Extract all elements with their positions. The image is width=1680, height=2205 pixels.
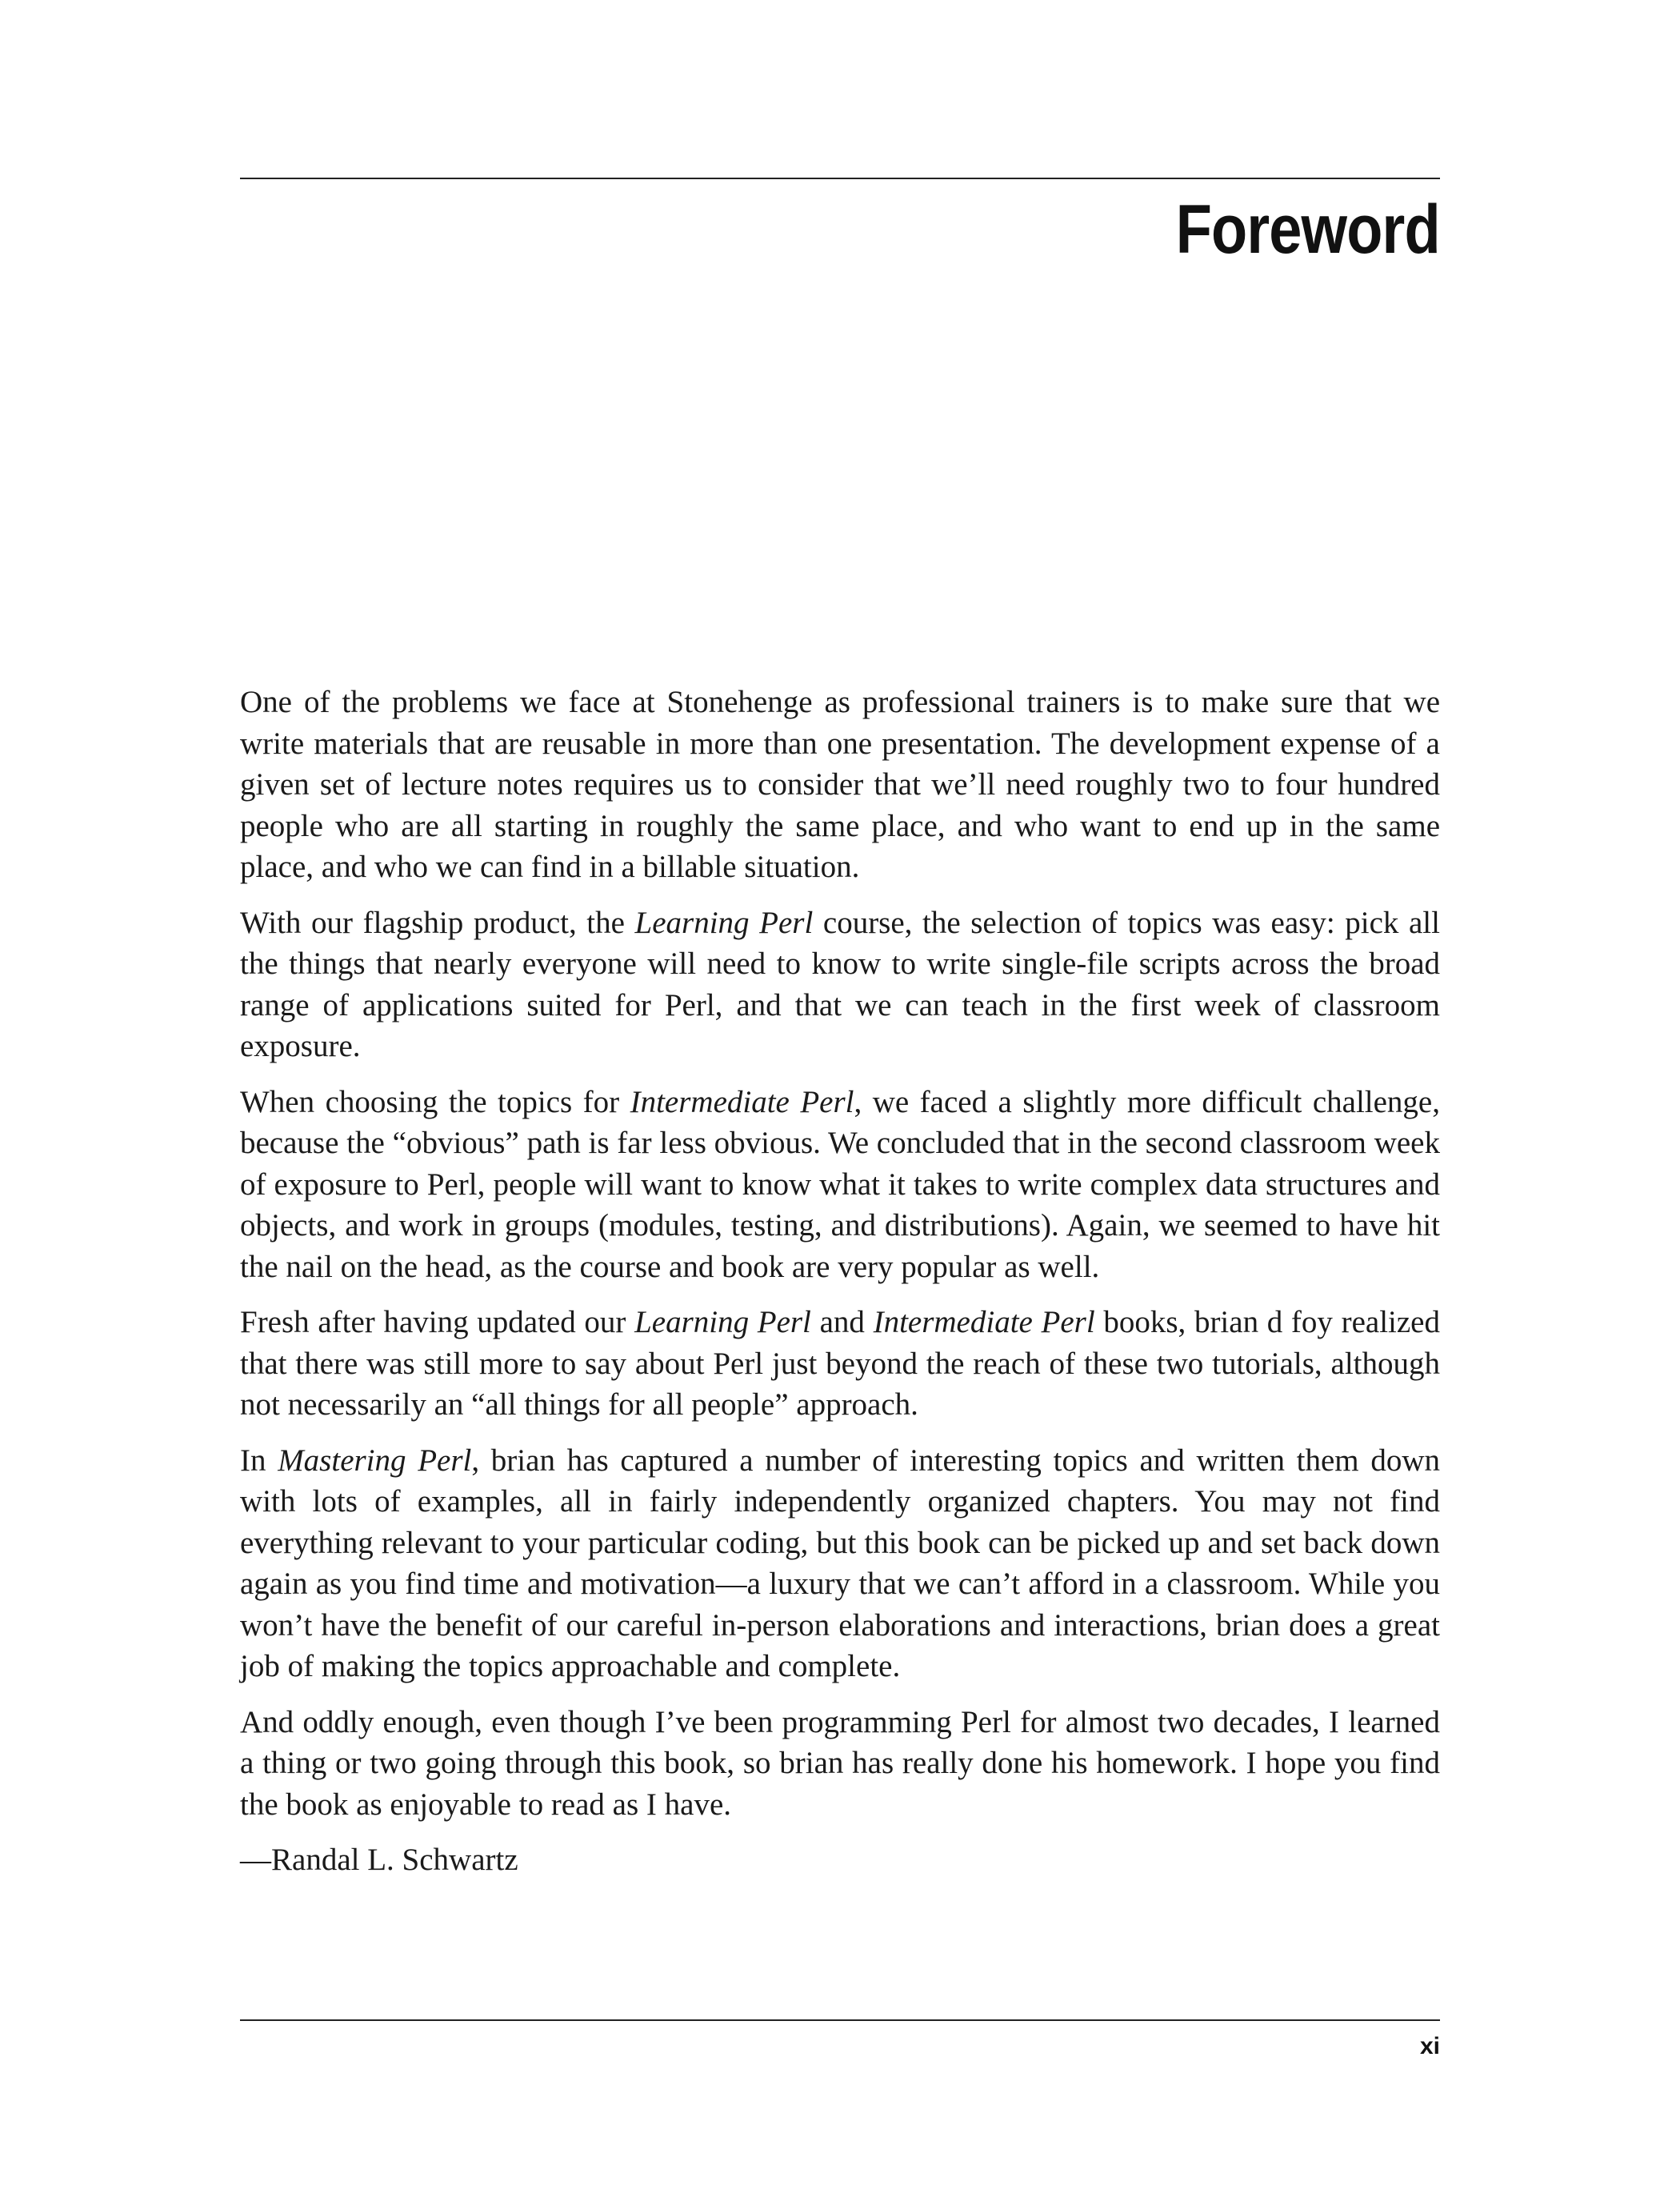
text-run: and: [810, 1305, 874, 1339]
book-title-italic: Learning Perl: [634, 905, 814, 940]
book-title-italic: Learning Perl: [634, 1305, 811, 1339]
text-run: , we faced a slightly more difficult challenge, because the “obvious” path is far less obvious. We concluded that in the second classroom week of exposure to Perl, people will want to know what it takes to write complex data structures and objects, and work in groups (modules, testing, and distributions). Again, we seemed to have hit the nail on the head, as the course and book are very popular as well.: [240, 1084, 1440, 1284]
text-run: Fresh after having updated our: [240, 1305, 635, 1339]
book-title-italic: Mastering Perl: [278, 1443, 472, 1478]
paragraph-6: [240, 1702, 1440, 1826]
paragraph-1: [240, 682, 1440, 888]
author-signature: —Randal L. Schwartz: [240, 1843, 518, 1877]
paragraph-3: [240, 1082, 1440, 1288]
text-run: With our flagship product, the: [240, 905, 635, 940]
footer-rule: [240, 2019, 1440, 2021]
chapter-title: Foreword: [1175, 191, 1440, 268]
text-run: In: [240, 1443, 278, 1478]
text-run: When choosing the topics for: [240, 1084, 630, 1119]
paragraph-2: [240, 902, 1440, 1067]
paragraph-4: [240, 1302, 1440, 1426]
book-title-italic: Intermediate Perl: [873, 1305, 1095, 1339]
text-run: , brian has captured a number of interesting topics and written them down with lots of examples, all in fairly independently organized chapters. You may not find everything relevant to your particular coding, but this book can be picked up and set back down again as you find time and motivation—a luxury that we can’t afford in a classroom. While you won’t have the benefit of our careful in-person elaborations and interactions, brian does a great job of making the topics approachable and complete.: [240, 1443, 1440, 1683]
page-number: xi: [1419, 2033, 1440, 2059]
text-run: And oddly enough, even though I’ve been programming Perl for almost two decades, I learned a thing or two going through this book, so brian has really done his homework. I hope you find the book as enjoyable to read as I have.: [240, 1704, 1440, 1822]
paragraph-5: [240, 1440, 1440, 1687]
text-run: books, brian d foy realized that there was still more to say about Perl just beyond the reach of these two tutorials, although not necessarily an “all things for all people” approach.: [240, 1305, 1440, 1422]
book-title-italic: Intermediate Perl: [630, 1084, 854, 1119]
foreword-body: [240, 682, 1440, 1895]
text-run: course, the selection of topics was easy: pick all the things that nearly everyone will need to know to write single-file scripts across the broad range of applications suited for Perl, and that we can teach in the first week of classroom exposure.: [240, 905, 1440, 1063]
header-rule: [240, 178, 1440, 179]
text-run: One of the problems we face at Stonehenge as professional trainers is to make sure that we write materials that are reusable in more than one presentation. The development expense of a given set of lecture notes requires us to consider that we’ll need roughly two to four hundred people who are all starting in roughly the same place, and who want to end up in the same place, and who we can find in a billable situation.: [240, 685, 1440, 884]
